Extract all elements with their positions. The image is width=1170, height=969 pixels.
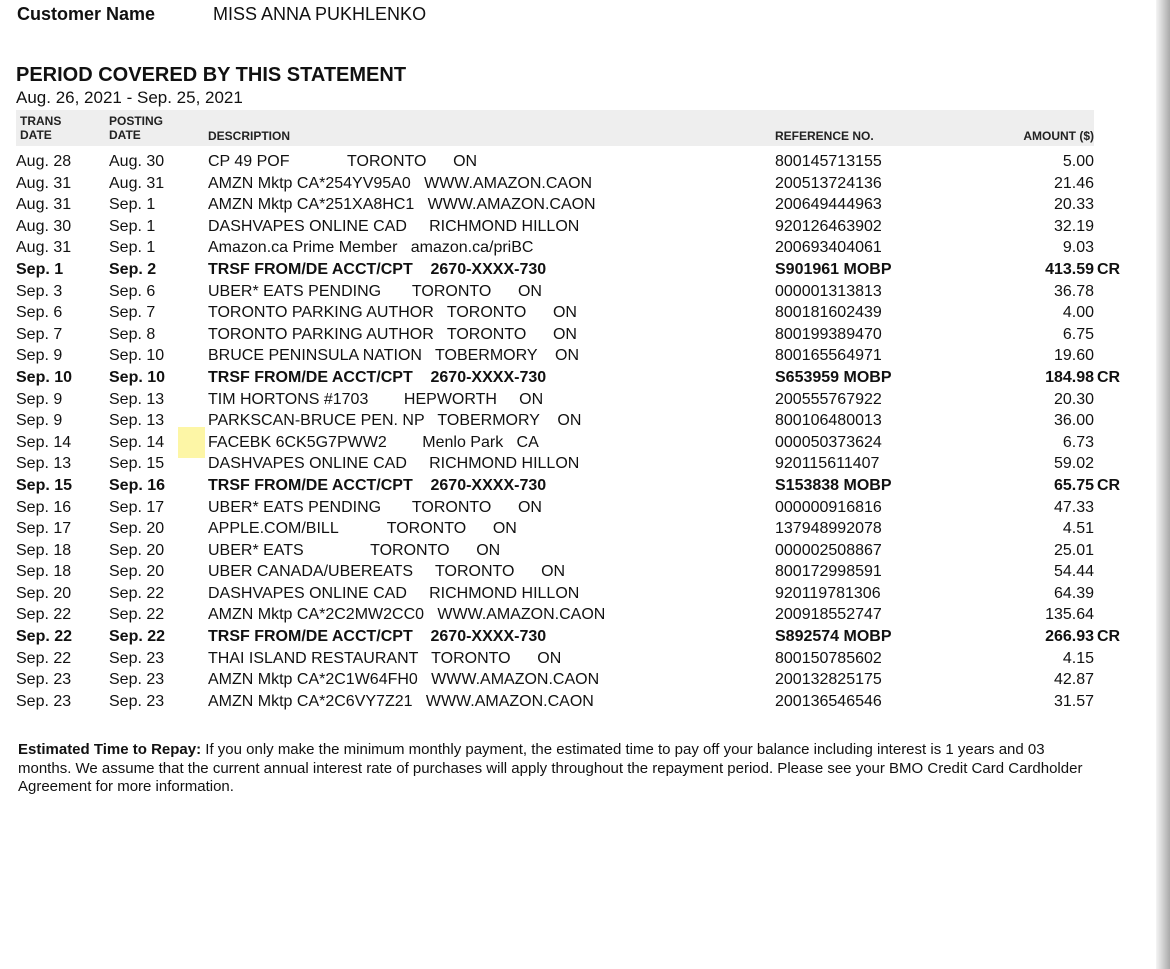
trans-date-cell: Sep. 18 — [16, 563, 72, 581]
description-cell: AMZN Mktp CA*254YV95A0 WWW.AMAZON.CAON — [208, 174, 593, 192]
table-row — [16, 237, 1126, 259]
amount-cell: 5.00 — [1062, 153, 1094, 170]
description-cell: AMZN Mktp CA*2C2MW2CC0 WWW.AMAZON.CAON — [208, 606, 606, 624]
table-row — [16, 604, 1126, 626]
table-row — [16, 669, 1126, 691]
table-row — [16, 583, 1126, 605]
reference-cell: 000001313813 — [775, 282, 882, 300]
posting-date-cell: Sep. 10 — [109, 347, 165, 365]
customer-name-value: MISS ANNA PUKHLENKO — [213, 4, 427, 24]
transaction-table — [16, 151, 1126, 712]
table-row — [16, 432, 1126, 454]
trans-date-cell: Sep. 20 — [16, 584, 72, 602]
posting-date-cell: Sep. 13 — [109, 390, 165, 408]
customer-name-label: Customer Name — [17, 4, 156, 24]
amount-cell: 4.51 — [1062, 520, 1094, 538]
posting-date-cell: Sep. 6 — [109, 282, 156, 300]
amount-cell: 64.39 — [1053, 584, 1094, 602]
trans-date-cell: Sep. 16 — [16, 498, 72, 516]
trans-date-cell: Sep. 23 — [16, 671, 72, 689]
trans-date-cell: Aug. 28 — [16, 153, 72, 170]
page-edge-shadow — [1156, 0, 1170, 969]
posting-date-cell: Sep. 7 — [109, 304, 156, 322]
amount-cell: 135.64 — [1045, 606, 1094, 624]
trans-date-cell: Sep. 9 — [16, 412, 63, 430]
amount-cell: 266.93 — [1045, 628, 1094, 646]
description-cell: TIM HORTONS #1703 HEPWORTH ON — [208, 390, 544, 408]
header-trans-line2: DATE — [20, 128, 52, 142]
posting-date-cell: Sep. 16 — [109, 476, 166, 494]
table-row — [16, 281, 1126, 303]
posting-date-cell: Sep. 23 — [109, 692, 165, 710]
table-row — [16, 259, 1126, 281]
posting-date-cell: Sep. 15 — [109, 455, 165, 473]
trans-date-cell: Sep. 13 — [16, 455, 72, 473]
table-row — [16, 475, 1126, 497]
posting-date-cell: Aug. 30 — [109, 153, 165, 170]
reference-cell: 920119781306 — [775, 584, 881, 602]
trans-date-cell: Sep. 15 — [16, 476, 73, 494]
table-row — [16, 194, 1126, 216]
repayment-note-text: If you only make the minimum monthly payment, the estimated time to pay off your balance including interest is 1 years and 03 months. We assume that the current annual interest rate of purchases will apply throughout the repayment period. Please see your BMO Credit Card Cardholder Agreement for more information. — [18, 741, 1083, 795]
trans-date-cell: Sep. 22 — [16, 628, 73, 646]
posting-date-cell: Sep. 20 — [109, 520, 165, 538]
period-title: PERIOD COVERED BY THIS STATEMENT — [16, 64, 407, 86]
table-row — [16, 345, 1126, 367]
description-cell: DASHVAPES ONLINE CAD RICHMOND HILLON — [208, 455, 580, 473]
credit-marker: CR — [1097, 368, 1121, 386]
trans-date-cell: Sep. 9 — [16, 390, 63, 408]
credit-marker: CR — [1097, 628, 1121, 646]
amount-cell: 54.44 — [1053, 563, 1094, 581]
reference-cell: S153838 MOBP — [775, 476, 892, 494]
trans-date-cell: Sep. 10 — [16, 368, 73, 386]
reference-cell: S901961 MOBP — [775, 260, 892, 278]
credit-marker: CR — [1097, 260, 1121, 278]
trans-date-cell: Aug. 31 — [16, 196, 72, 214]
reference-cell: 800199389470 — [775, 325, 882, 343]
repayment-note — [18, 741, 1098, 797]
posting-date-cell: Sep. 20 — [109, 563, 165, 581]
reference-cell: 800145713155 — [775, 153, 882, 170]
reference-cell: 920115611407 — [775, 455, 880, 473]
amount-cell: 47.33 — [1053, 498, 1094, 516]
trans-date-cell: Sep. 17 — [16, 520, 72, 538]
posting-date-cell: Sep. 8 — [109, 325, 156, 343]
posting-date-cell: Sep. 1 — [109, 196, 156, 214]
description-cell: FACEBK 6CK5G7PWW2 Menlo Park CA — [208, 433, 539, 451]
reference-cell: 137948992078 — [775, 520, 882, 538]
reference-cell: 800165564971 — [775, 347, 882, 365]
reference-cell: S892574 MOBP — [775, 628, 892, 646]
table-row — [16, 518, 1126, 540]
repayment-note-label: Estimated Time to Repay: — [18, 741, 202, 758]
header-amount: AMOUNT ($) — [1023, 129, 1094, 143]
posting-date-cell: Sep. 22 — [109, 628, 166, 646]
amount-cell: 25.01 — [1053, 541, 1094, 559]
posting-date-cell: Sep. 20 — [109, 541, 165, 559]
reference-cell: 800106480013 — [775, 412, 882, 430]
amount-cell: 20.30 — [1053, 390, 1094, 408]
posting-date-cell: Sep. 17 — [109, 498, 165, 516]
posting-date-cell: Sep. 23 — [109, 649, 165, 667]
posting-date-cell: Sep. 23 — [109, 671, 165, 689]
table-row — [16, 324, 1126, 346]
amount-cell: 65.75 — [1053, 476, 1094, 494]
amount-cell: 6.75 — [1062, 325, 1094, 343]
amount-cell: 20.33 — [1053, 196, 1094, 214]
amount-cell: 19.60 — [1053, 347, 1094, 365]
reference-cell: 800181602439 — [775, 304, 882, 322]
table-row — [16, 367, 1126, 389]
description-cell: DASHVAPES ONLINE CAD RICHMOND HILLON — [208, 217, 580, 235]
table-row — [16, 216, 1126, 238]
description-cell: UBER* EATS PENDING TORONTO ON — [208, 498, 542, 516]
amount-cell: 59.02 — [1053, 455, 1094, 473]
header-trans-date — [20, 114, 61, 142]
posting-date-cell: Sep. 2 — [109, 260, 157, 278]
reference-cell: 200513724136 — [775, 174, 882, 192]
trans-date-cell: Sep. 14 — [16, 433, 72, 451]
description-cell: CP 49 POF TORONTO ON — [208, 153, 478, 170]
table-row — [16, 691, 1126, 713]
trans-date-cell: Aug. 31 — [16, 239, 72, 257]
amount-cell: 36.78 — [1053, 282, 1094, 300]
table-row — [16, 151, 1126, 173]
amount-cell: 4.00 — [1062, 304, 1094, 322]
description-cell: Amazon.ca Prime Member amazon.ca/priBC — [208, 239, 534, 257]
header-reference: REFERENCE NO. — [775, 129, 874, 143]
trans-date-cell: Aug. 31 — [16, 174, 72, 192]
credit-marker: CR — [1097, 476, 1121, 494]
description-cell: APPLE.COM/BILL TORONTO ON — [208, 520, 517, 538]
amount-cell: 413.59 — [1045, 260, 1094, 278]
description-cell: DASHVAPES ONLINE CAD RICHMOND HILLON — [208, 584, 580, 602]
reference-cell: 000050373624 — [775, 433, 882, 451]
table-row — [16, 561, 1126, 583]
header-posting-line1: POSTING — [109, 114, 164, 128]
posting-date-cell: Sep. 14 — [109, 433, 165, 451]
header-trans-line1: TRANS — [20, 114, 62, 128]
amount-cell: 36.00 — [1053, 412, 1094, 430]
trans-date-cell: Sep. 3 — [16, 282, 63, 300]
table-row — [16, 389, 1126, 411]
description-cell: TRSF FROM/DE ACCT/CPT 2670-XXXX-730 — [208, 476, 547, 494]
amount-cell: 31.57 — [1053, 692, 1094, 710]
description-cell: AMZN Mktp CA*2C1W64FH0 WWW.AMAZON.CAON — [208, 671, 600, 689]
posting-date-cell: Sep. 1 — [109, 217, 156, 235]
posting-date-cell: Sep. 22 — [109, 584, 165, 602]
reference-cell: 200132825175 — [775, 671, 882, 689]
table-row — [16, 540, 1126, 562]
trans-date-cell: Sep. 22 — [16, 606, 72, 624]
trans-date-cell: Sep. 6 — [16, 304, 63, 322]
description-cell: AMZN Mktp CA*251XA8HC1 WWW.AMAZON.CAON — [208, 196, 596, 214]
table-row — [16, 453, 1126, 475]
description-cell: UBER CANADA/UBEREATS TORONTO ON — [208, 563, 566, 581]
period-range: Aug. 26, 2021 - Sep. 25, 2021 — [16, 88, 243, 107]
description-cell: TRSF FROM/DE ACCT/CPT 2670-XXXX-730 — [208, 628, 547, 646]
reference-cell: 200136546546 — [775, 692, 882, 710]
posting-date-cell: Aug. 31 — [109, 174, 165, 192]
description-cell: TORONTO PARKING AUTHOR TORONTO ON — [208, 304, 577, 322]
table-row — [16, 497, 1126, 519]
table-row — [16, 626, 1126, 648]
amount-cell: 9.03 — [1062, 239, 1094, 257]
reference-cell: 800150785602 — [775, 649, 882, 667]
amount-cell: 184.98 — [1045, 368, 1094, 386]
table-row — [16, 302, 1126, 324]
posting-date-cell: Sep. 1 — [109, 239, 156, 257]
table-row — [16, 173, 1126, 195]
reference-cell: 200649444963 — [775, 196, 882, 214]
trans-date-cell: Sep. 22 — [16, 649, 72, 667]
description-cell: TORONTO PARKING AUTHOR TORONTO ON — [208, 325, 577, 343]
amount-cell: 42.87 — [1053, 671, 1094, 689]
amount-cell: 32.19 — [1053, 217, 1094, 235]
reference-cell: 200693404061 — [775, 239, 882, 257]
posting-date-cell: Sep. 13 — [109, 412, 165, 430]
description-cell: TRSF FROM/DE ACCT/CPT 2670-XXXX-730 — [208, 368, 547, 386]
posting-date-cell: Sep. 10 — [109, 368, 166, 386]
description-cell: UBER* EATS TORONTO ON — [208, 541, 501, 559]
header-description: DESCRIPTION — [208, 129, 291, 143]
reference-cell: 000002508867 — [775, 541, 882, 559]
table-row — [16, 648, 1126, 670]
trans-date-cell: Sep. 18 — [16, 541, 72, 559]
reference-cell: S653959 MOBP — [775, 368, 892, 386]
header-posting-line2: DATE — [109, 128, 141, 142]
reference-cell: 200918552747 — [775, 606, 882, 624]
trans-date-cell: Sep. 23 — [16, 692, 72, 710]
trans-date-cell: Sep. 7 — [16, 325, 63, 343]
description-cell: AMZN Mktp CA*2C6VY7Z21 WWW.AMAZON.CAON — [208, 692, 594, 710]
reference-cell: 000000916816 — [775, 498, 882, 516]
table-row — [16, 410, 1126, 432]
amount-cell: 6.73 — [1062, 433, 1094, 451]
description-cell: TRSF FROM/DE ACCT/CPT 2670-XXXX-730 — [208, 260, 547, 278]
table-header — [16, 110, 1094, 146]
reference-cell: 200555767922 — [775, 390, 882, 408]
trans-date-cell: Sep. 1 — [16, 260, 64, 278]
posting-date-cell: Sep. 22 — [109, 606, 165, 624]
description-cell: PARKSCAN-BRUCE PEN. NP TOBERMORY ON — [208, 412, 582, 430]
trans-date-cell: Aug. 30 — [16, 217, 72, 235]
description-cell: BRUCE PENINSULA NATION TOBERMORY ON — [208, 347, 580, 365]
description-cell: THAI ISLAND RESTAURANT TORONTO ON — [208, 649, 562, 667]
header-posting-date — [109, 114, 163, 142]
reference-cell: 920126463902 — [775, 217, 882, 235]
reference-cell: 800172998591 — [775, 563, 882, 581]
amount-cell: 21.46 — [1053, 174, 1094, 192]
amount-cell: 4.15 — [1062, 649, 1094, 667]
trans-date-cell: Sep. 9 — [16, 347, 63, 365]
description-cell: UBER* EATS PENDING TORONTO ON — [208, 282, 542, 300]
